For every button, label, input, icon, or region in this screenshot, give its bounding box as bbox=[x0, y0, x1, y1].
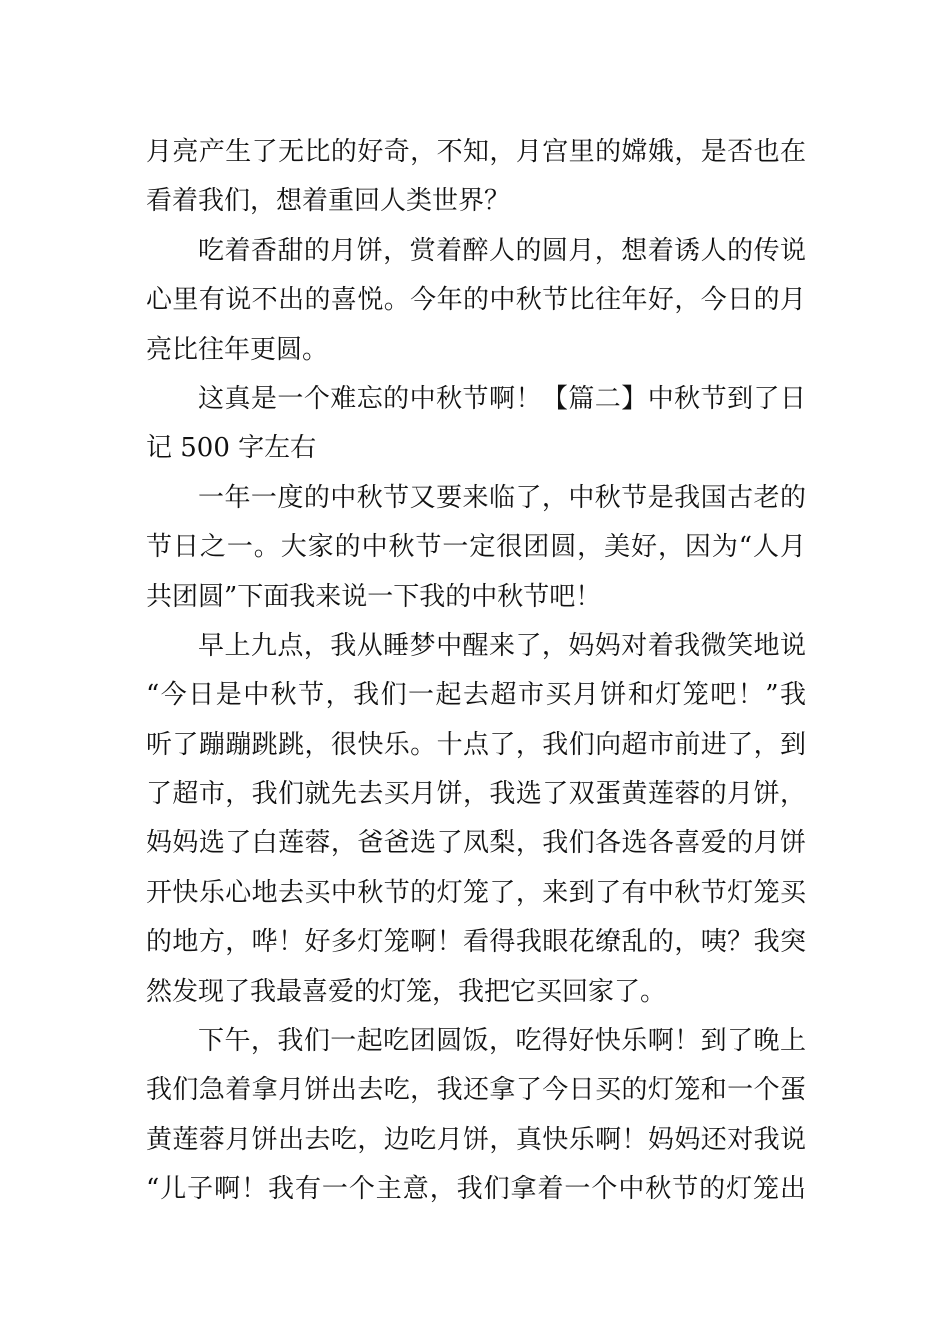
text-line: 了超市，我们就先去买月饼，我选了双蛋黄莲蓉的月饼， bbox=[146, 779, 806, 810]
text-line: 听了蹦蹦跳跳，很快乐。十点了，我们向超市前进了，到 bbox=[146, 729, 806, 760]
text-line: 月亮产生了无比的好奇，不知，月宫里的嫦娥，是否也在 bbox=[146, 137, 806, 167]
text-line: 共团圆”下面我来说一下我的中秋节吧！ bbox=[146, 581, 602, 612]
body-text bbox=[146, 128, 806, 1215]
text-line: “儿子啊！我有一个主意，我们拿着一个中秋节的灯笼出 bbox=[146, 1174, 806, 1205]
text-line: 节日之一。大家的中秋节一定很团圆，美好，因为“人月 bbox=[146, 532, 806, 563]
text-line: 心里有说不出的喜悦。今年的中秋节比往年好，今日的月 bbox=[146, 285, 806, 316]
text-line: 然发现了我最喜爱的灯笼，我把它买回家了。 bbox=[146, 976, 667, 1007]
text-line: “今日是中秋节，我们一起去超市买月饼和灯笼吧！”我 bbox=[146, 680, 806, 711]
text-line: 早上九点，我从睡梦中醒来了，妈妈对着我微笑地说 bbox=[198, 630, 806, 661]
text-line: 下午，我们一起吃团圆饭，吃得好快乐啊！到了晚上 bbox=[198, 1026, 806, 1057]
text-line: 亮比往年更圆。 bbox=[146, 334, 329, 365]
text-line: 记 500 字左右 bbox=[146, 433, 317, 464]
text-line: 的地方，哗！好多灯笼啊！看得我眼花缭乱的，咦？我突 bbox=[146, 927, 806, 958]
text-line: 妈妈选了白莲蓉，爸爸选了凤梨，我们各选各喜爱的月饼 bbox=[146, 828, 806, 859]
text-line: 这真是一个难忘的中秋节啊！【篇二】中秋节到了日 bbox=[198, 383, 806, 414]
text-line: 吃着香甜的月饼，赏着醉人的圆月，想着诱人的传说 bbox=[198, 235, 806, 266]
text-line: 一年一度的中秋节又要来临了，中秋节是我国古老的 bbox=[198, 482, 806, 513]
text-line: 我们急着拿月饼出去吃，我还拿了今日买的灯笼和一个蛋 bbox=[146, 1075, 806, 1106]
text-line: 黄莲蓉月饼出去吃，边吃月饼，真快乐啊！妈妈还对我说 bbox=[146, 1124, 806, 1155]
text-line: 看着我们，想着重回人类世界？ bbox=[146, 186, 511, 217]
text-line: 开快乐心地去买中秋节的灯笼了，来到了有中秋节灯笼买 bbox=[146, 877, 806, 908]
